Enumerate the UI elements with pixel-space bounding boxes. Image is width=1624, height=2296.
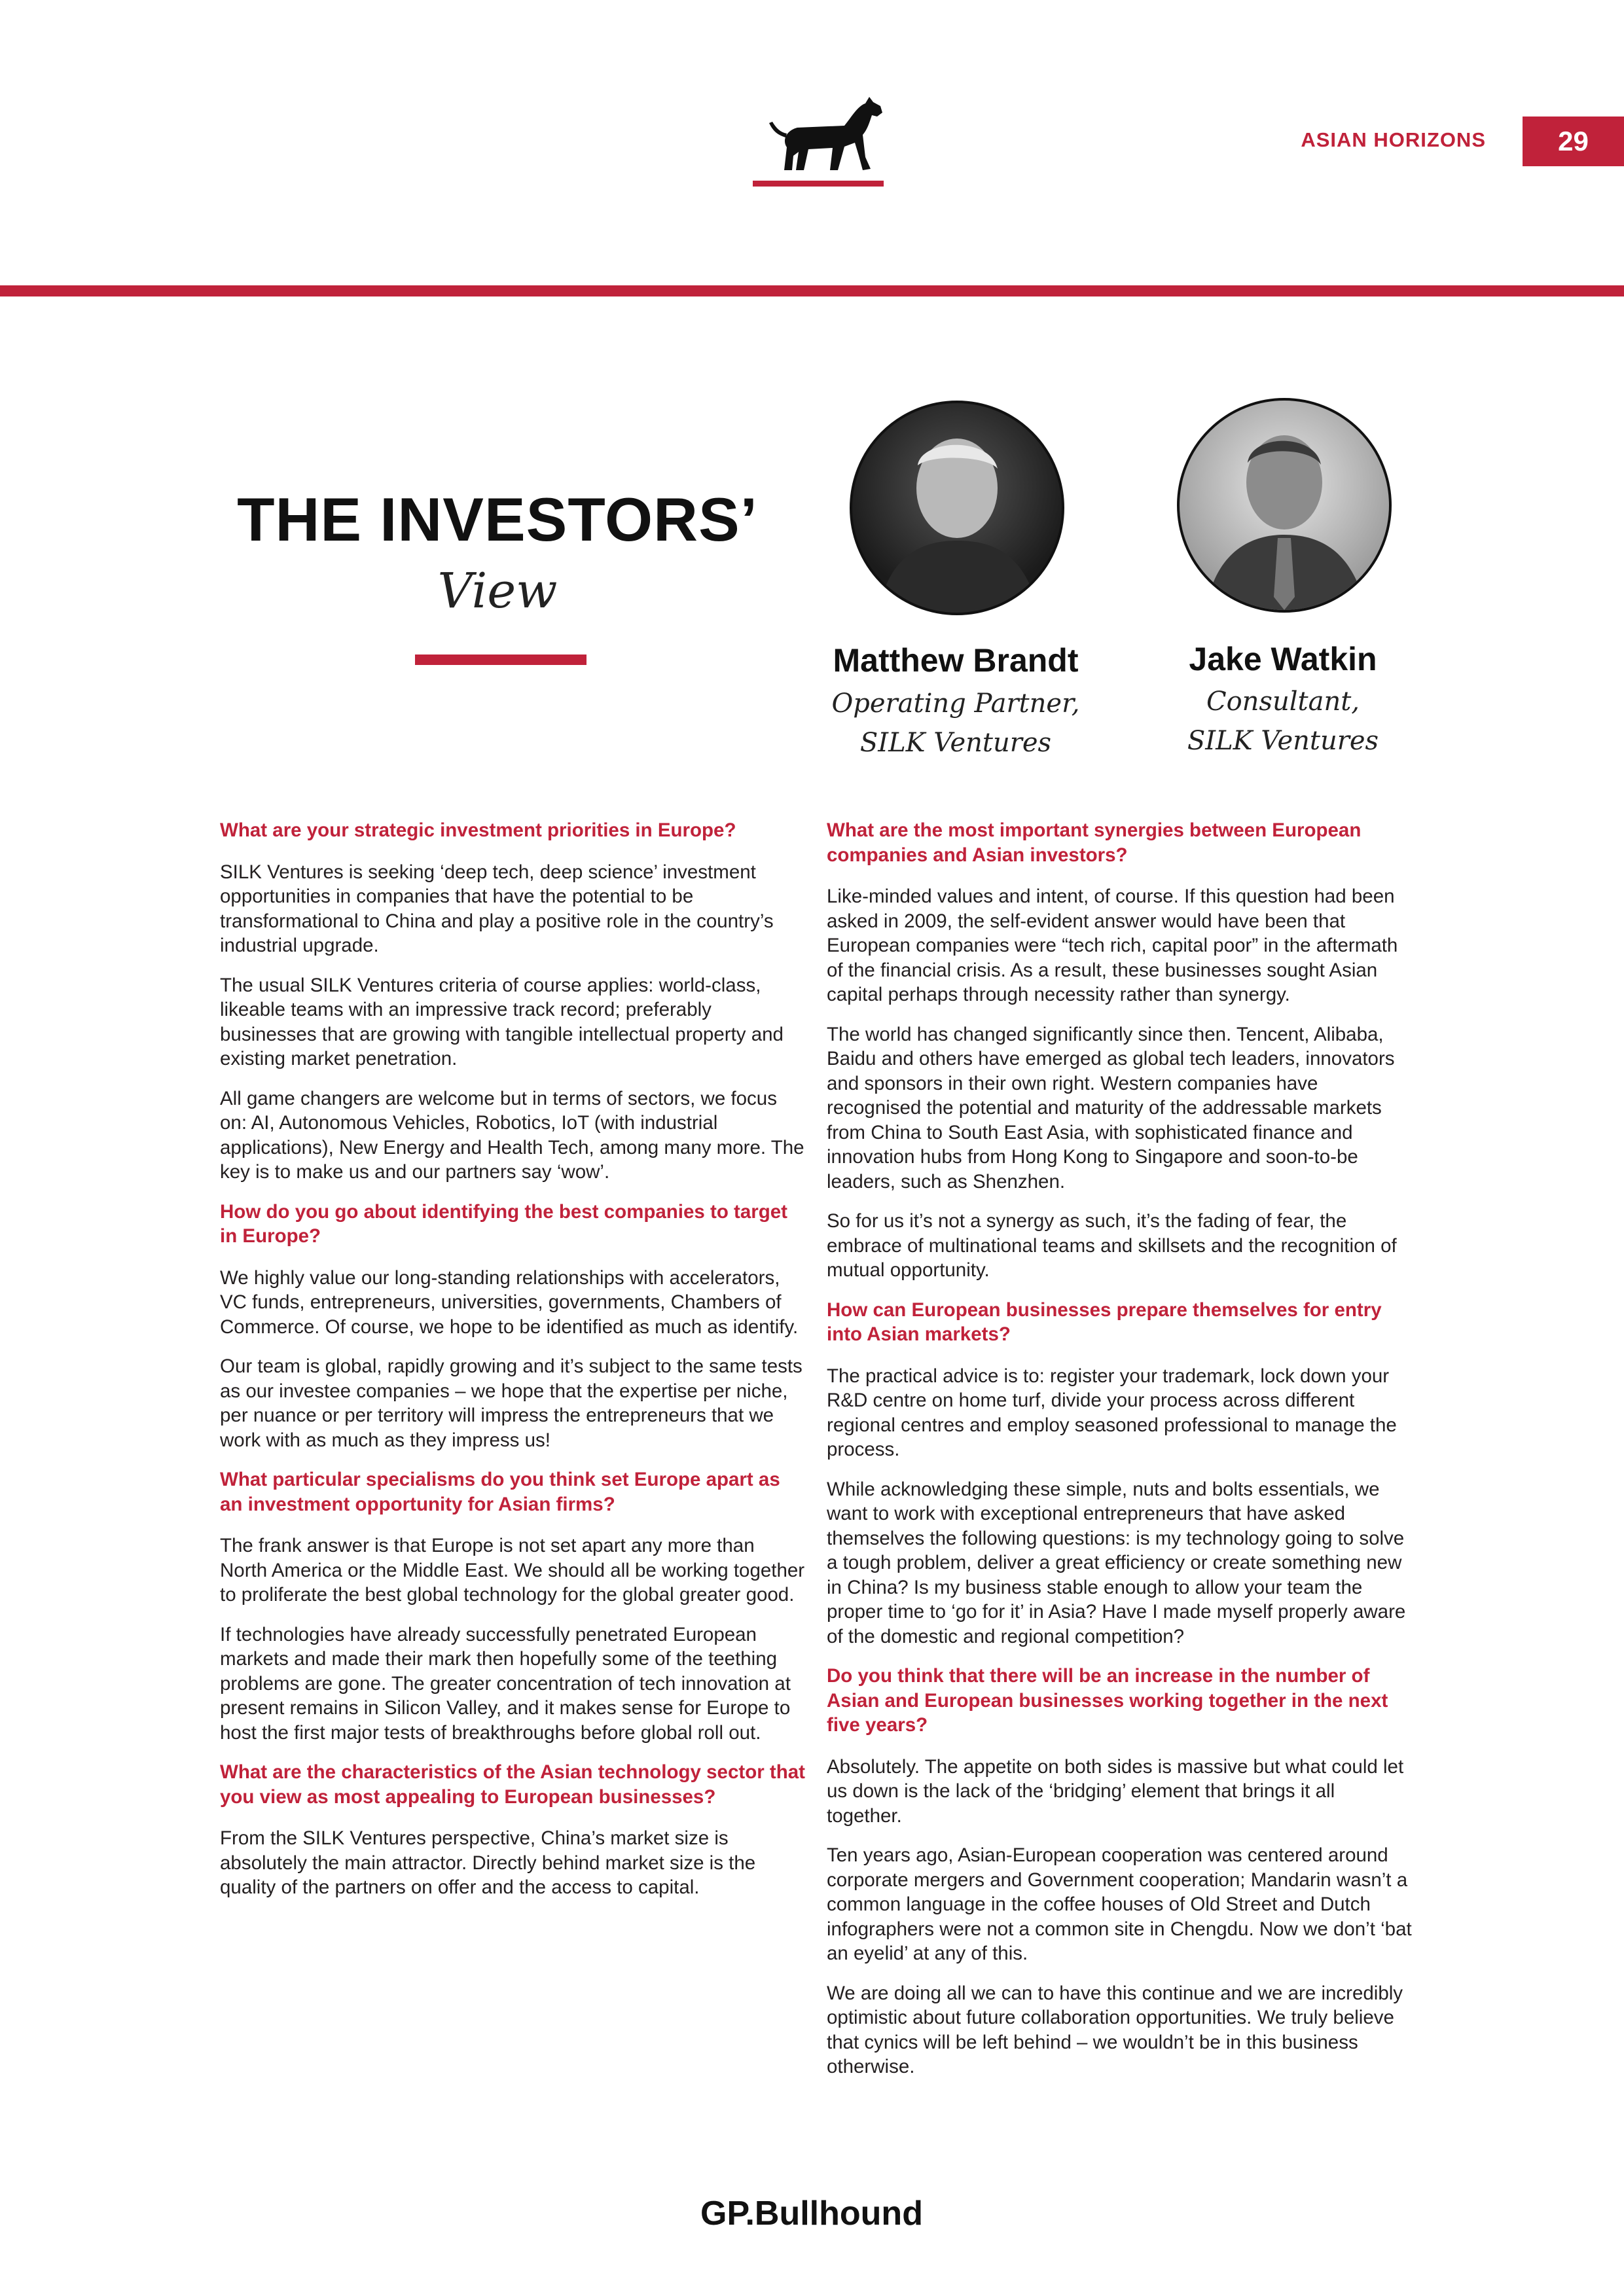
person-role-line: Operating Partner,	[831, 689, 1080, 719]
answer-paragraph: Ten years ago, Asian-European cooperation was centered around corporate mergers and Government cooperation; Mandarin wasn’t a common language in the coffee houses of Old Street and Dutch infographers were not a common site in Chengdu. Now we don’t ‘bat an eyelid’ at any of this.	[827, 1844, 1412, 1964]
footer-brand-logo: GP.Bullhound	[700, 2195, 923, 2233]
portrait-jake-watkin	[1177, 398, 1392, 613]
person-company-line: SILK Ventures	[1187, 726, 1379, 756]
answer-paragraph: All game changers are welcome but in terms of sectors, we focus on: AI, Autonomous Vehicles, Robotics, IoT (with industrial applications), New Energy and Health Tech, among many more. The key is to make us and our partners say ‘wow’.	[220, 1087, 804, 1183]
answer-paragraph: The world has changed significantly since then. Tencent, Alibaba, Baidu and others have emerged as global tech leaders, innovators and sponsors in their own right. Western companies have recognised the potential and maturity of the addressable markets from China to South East Asia, with sophisticated finance and innovation hubs from Hong Kong to Singapore and soon-to-be leaders, such as Shenzhen.	[827, 1023, 1395, 1193]
interview-question: How do you go about identifying the best companies to target in Europe?	[220, 1200, 787, 1247]
section-label: ASIAN HORIZONS	[1301, 128, 1486, 151]
page-subtitle: View	[437, 563, 558, 619]
bulldog-logo-icon	[746, 92, 890, 196]
person-role-line: Consultant,	[1206, 687, 1360, 717]
person-name: Matthew Brandt	[833, 642, 1079, 679]
title-underline	[415, 655, 586, 665]
answer-paragraph: From the SILK Ventures perspective, China’s market size is absolutely the main attractor. Directly behind market size is the quality of the partners on offer and the access to capital.	[220, 1827, 756, 1898]
portrait-matthew-brandt	[850, 401, 1064, 615]
interview-question: What are the characteristics of the Asian technology sector that you view as most appealing to European businesses?	[220, 1761, 805, 1808]
page-number-badge: 29	[1523, 117, 1624, 166]
answer-paragraph: The frank answer is that Europe is not set apart any more than North America or the Middle East. We should all be working together to proliferate the best global technology for the global greater good.	[220, 1535, 805, 1605]
person-role	[805, 684, 1106, 762]
answer-paragraph: So for us it’s not a synergy as such, it’s the fading of fear, the embrace of multinational teams and skillsets and the recognition of mutual opportunity.	[827, 1210, 1397, 1281]
interview-question: What are the most important synergies between European companies and Asian investors?	[827, 819, 1362, 866]
person-silhouette-icon	[1180, 401, 1389, 610]
person-role	[1132, 682, 1434, 761]
interview-question: What are your strategic investment priorities in Europe?	[220, 819, 736, 841]
right-column	[827, 818, 1413, 2094]
answer-paragraph: SILK Ventures is seeking ‘deep tech, deep science’ investment opportunities in companies that have the potential to be transformational to China and play a positive role in the country’s industrial upgrade.	[220, 861, 774, 956]
interview-question: What particular specialisms do you think set Europe apart as an investment opportunity for Asian firms?	[220, 1469, 780, 1515]
answer-paragraph: Like-minded values and intent, of course. If this question had been asked in 2009, the self-evident answer would have been that European companies were “tech rich, capital poor” in the aftermath of the financial crisis. As a result, these businesses sought Asian capital perhaps through necessity rather than synergy.	[827, 886, 1398, 1005]
answer-paragraph: If technologies have already successfully penetrated European markets and made their mark then hopefully some of the teething problems are gone. The greater concentration of tech innovation at present remains in Silicon Valley, and it makes sense for Europe to host the first major tests of breakthroughs before global roll out.	[220, 1623, 791, 1744]
person-silhouette-icon	[852, 403, 1062, 613]
answer-paragraph: Absolutely. The appetite on both sides is massive but what could let us down is the lack of the ‘bridging’ element that brings it all together.	[827, 1755, 1404, 1827]
answer-paragraph: Our team is global, rapidly growing and it’s subject to the same tests as our investee companies – we hope that the expertise per niche, per nuance or per territory will impress the entrepreneurs that we work with as much as they impress us!	[220, 1355, 803, 1451]
person-name: Jake Watkin	[1189, 641, 1377, 677]
answer-paragraph: The practical advice is to: register your trademark, lock down your R&D centre on home turf, divide your process across different regional centres and employ seasoned professional to manage the process.	[827, 1365, 1397, 1460]
left-column	[220, 818, 806, 1915]
answer-paragraph: We are doing all we can to have this continue and we are incredibly optimistic about future collaboration opportunities. We truly believe that cynics will be left behind – we wouldn’t be in this business otherwise.	[827, 1982, 1403, 2077]
answer-paragraph: We highly value our long-standing relationships with accelerators, VC funds, entrepreneurs, universities, governments, Chambers of Commerce. Of course, we hope to be identified as much as identify.	[220, 1266, 799, 1338]
answer-paragraph: The usual SILK Ventures criteria of course applies: world-class, likeable teams with an impressive track record; preferably businesses that are growing with tangible intellectual property and existing market penetration.	[220, 974, 784, 1069]
header-divider	[0, 285, 1624, 296]
answer-paragraph: While acknowledging these simple, nuts and bolts essentials, we want to work with exceptional entrepreneurs that have asked themselves the following questions: is my technology going to solve a tough problem, deliver a great efficiency or create something new in China? Is my business stable enough to allow your team the proper time to ‘go for it’ in Asia? Have I made myself properly aware of the domestic and regional competition?	[827, 1478, 1406, 1647]
person-company-line: SILK Ventures	[859, 728, 1052, 758]
page-title: THE INVESTORS’	[237, 485, 758, 554]
interview-question: Do you think that there will be an increase in the number of Asian and European businesses working together in the next five years?	[827, 1665, 1388, 1736]
interview-question: How can European businesses prepare themselves for entry into Asian markets?	[827, 1299, 1382, 1345]
